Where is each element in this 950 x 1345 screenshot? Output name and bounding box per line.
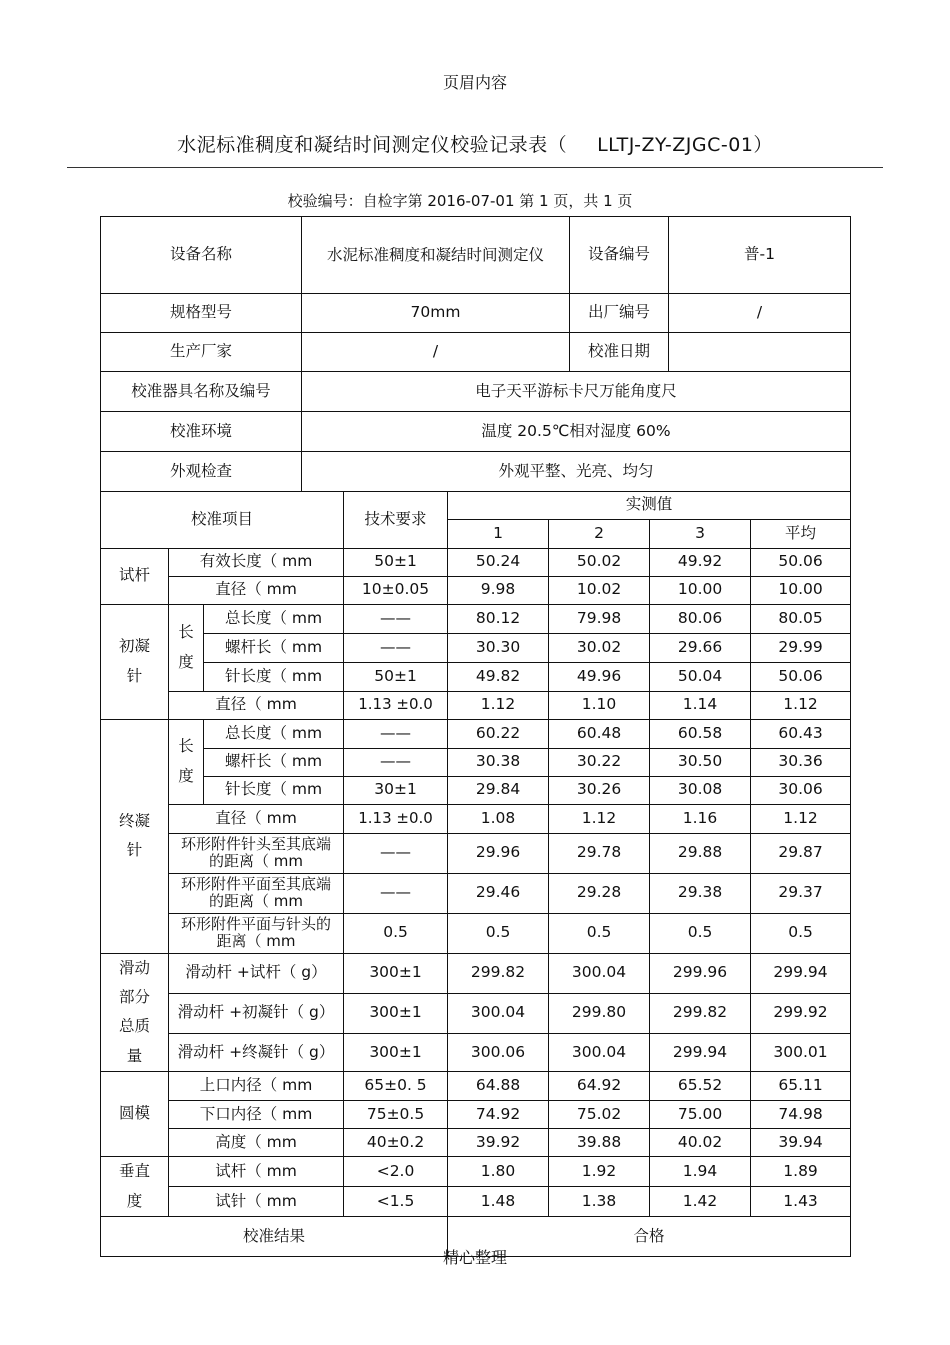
row-v3: 80.06 (650, 604, 751, 633)
row-avg: 39.94 (751, 1129, 851, 1157)
row-v2: 29.78 (549, 833, 650, 873)
row-req: —— (344, 748, 448, 776)
row-v2: 30.26 (549, 776, 650, 804)
row-v3: 299.96 (650, 953, 751, 993)
row-v3: 50.04 (650, 662, 751, 691)
row-req: 300±1 (344, 993, 448, 1033)
row-item: 直径（ mm (169, 691, 344, 719)
row-req: <2.0 (344, 1157, 448, 1187)
row-req: <1.5 (344, 1187, 448, 1217)
title-divider (67, 167, 883, 168)
title-main: 水泥标准稠度和凝结时间测定仪校验记录表（ (177, 134, 568, 156)
measurement-table (100, 492, 851, 1257)
row-avg: 1.12 (751, 804, 851, 833)
row-v2: 300.04 (549, 1033, 650, 1072)
row-v2: 300.04 (549, 953, 650, 993)
env-label: 校准环境 (101, 412, 302, 452)
row-v1: 299.82 (448, 953, 549, 993)
row-avg: 299.94 (751, 953, 851, 993)
row-req: 65±0. 5 (344, 1072, 448, 1101)
row-req: 10±0.05 (344, 576, 448, 604)
row-v3: 75.00 (650, 1101, 751, 1129)
device-name-label: 设备名称 (101, 217, 302, 294)
calib-date-label: 校准日期 (570, 333, 669, 372)
row-v3: 299.94 (650, 1033, 751, 1072)
group-ring-mold: 圆模 (101, 1072, 169, 1157)
row-req: 75±0.5 (344, 1101, 448, 1129)
row-req: —— (344, 833, 448, 873)
row-v2: 1.10 (549, 691, 650, 719)
row-req: —— (344, 719, 448, 748)
appearance-value: 外观平整、光亮、均匀 (302, 452, 851, 492)
row-v2: 29.28 (549, 873, 650, 913)
env-value: 温度 20.5℃相对湿度 60% (302, 412, 851, 452)
row-item: 有效长度（ mm (169, 548, 344, 576)
row-v1: 49.82 (448, 662, 549, 691)
group-sliding: 滑动部分总质量 (101, 953, 169, 1072)
row-item: 滑动杆 +终凝针（ g） (169, 1033, 344, 1072)
manufacturer-label: 生产厂家 (101, 333, 302, 372)
row-v2: 1.92 (549, 1157, 650, 1187)
row-v2: 30.02 (549, 633, 650, 662)
row-req: 50±1 (344, 548, 448, 576)
row-v1: 50.24 (448, 548, 549, 576)
row-v2: 75.02 (549, 1101, 650, 1129)
row-avg: 74.98 (751, 1101, 851, 1129)
row-item: 针长度（ mm (204, 776, 344, 804)
device-name-value: 水泥标准稠度和凝结时间测定仪 (302, 217, 570, 294)
row-avg: 29.87 (751, 833, 851, 873)
row-avg: 80.05 (751, 604, 851, 633)
instrument-value: 电子天平游标卡尺万能角度尺 (302, 372, 851, 412)
row-item: 下口内径（ mm (169, 1101, 344, 1129)
row-avg: 50.06 (751, 662, 851, 691)
row-item: 直径（ mm (169, 576, 344, 604)
row-item: 滑动杆 +初凝针（ g） (169, 993, 344, 1033)
group-length: 长度 (169, 604, 204, 691)
group-vertical: 垂直度 (101, 1157, 169, 1217)
row-v2: 30.22 (549, 748, 650, 776)
row-avg: 300.01 (751, 1033, 851, 1072)
row-v3: 10.00 (650, 576, 751, 604)
row-v1: 9.98 (448, 576, 549, 604)
row-avg: 1.89 (751, 1157, 851, 1187)
spec-label: 规格型号 (101, 294, 302, 333)
row-v3: 65.52 (650, 1072, 751, 1101)
title-code: LLTJ-ZY-ZJGC-01） (597, 134, 773, 156)
group-trial-rod: 试杆 (101, 548, 169, 604)
row-item: 试杆（ mm (169, 1157, 344, 1187)
group-initial-needle: 初凝针 (101, 604, 169, 719)
row-v3: 1.94 (650, 1157, 751, 1187)
row-item: 针长度（ mm (204, 662, 344, 691)
row-v3: 29.66 (650, 633, 751, 662)
instrument-label: 校准器具名称及编号 (101, 372, 302, 412)
col-2-header: 2 (549, 519, 650, 548)
col-3-header: 3 (650, 519, 751, 548)
manufacturer-value: / (302, 333, 570, 372)
info-table (100, 216, 851, 492)
row-req: 300±1 (344, 953, 448, 993)
row-avg: 0.5 (751, 913, 851, 953)
result-value: 合格 (448, 1217, 851, 1257)
row-req: 1.13 ±0.0 (344, 804, 448, 833)
row-avg: 65.11 (751, 1072, 851, 1101)
row-item: 总长度（ mm (204, 719, 344, 748)
row-avg: 30.06 (751, 776, 851, 804)
row-v2: 49.96 (549, 662, 650, 691)
row-req: 50±1 (344, 662, 448, 691)
factory-no-value: / (669, 294, 851, 333)
row-v3: 0.5 (650, 913, 751, 953)
row-req: 1.13 ±0.0 (344, 691, 448, 719)
row-v1: 1.08 (448, 804, 549, 833)
row-v3: 1.16 (650, 804, 751, 833)
row-item: 环形附件针头至其底端的距离（ mm (169, 833, 344, 873)
row-v1: 1.80 (448, 1157, 549, 1187)
row-req: —— (344, 604, 448, 633)
group-final-needle: 终凝针 (101, 719, 169, 953)
row-item: 环形附件平面与针头的距离（ mm (169, 913, 344, 953)
device-no-value: 普-1 (669, 217, 851, 294)
row-v3: 40.02 (650, 1129, 751, 1157)
row-avg: 29.99 (751, 633, 851, 662)
row-v3: 1.42 (650, 1187, 751, 1217)
result-label: 校准结果 (101, 1217, 448, 1257)
row-req: —— (344, 873, 448, 913)
row-v1: 64.88 (448, 1072, 549, 1101)
row-v2: 50.02 (549, 548, 650, 576)
row-v2: 10.02 (549, 576, 650, 604)
row-v1: 300.06 (448, 1033, 549, 1072)
row-v1: 39.92 (448, 1129, 549, 1157)
row-v3: 30.08 (650, 776, 751, 804)
page-header: 页眉内容 (442, 73, 507, 92)
row-v1: 74.92 (448, 1101, 549, 1129)
row-v1: 1.12 (448, 691, 549, 719)
row-v3: 29.38 (650, 873, 751, 913)
row-v3: 30.50 (650, 748, 751, 776)
row-v3: 49.92 (650, 548, 751, 576)
row-v2: 39.88 (549, 1129, 650, 1157)
row-v2: 79.98 (549, 604, 650, 633)
row-avg: 29.37 (751, 873, 851, 913)
row-item: 滑动杆 +试杆（ g） (169, 953, 344, 993)
row-v1: 80.12 (448, 604, 549, 633)
row-item: 试针（ mm (169, 1187, 344, 1217)
row-v2: 1.38 (549, 1187, 650, 1217)
row-req: 40±0.2 (344, 1129, 448, 1157)
row-v1: 29.46 (448, 873, 549, 913)
row-item: 高度（ mm (169, 1129, 344, 1157)
row-v3: 299.82 (650, 993, 751, 1033)
row-avg: 299.92 (751, 993, 851, 1033)
row-req: 300±1 (344, 1033, 448, 1072)
spec-value: 70mm (302, 294, 570, 333)
device-no-label: 设备编号 (570, 217, 669, 294)
row-item: 总长度（ mm (204, 604, 344, 633)
col-req-header: 技术要求 (344, 492, 448, 548)
row-item: 环形附件平面至其底端的距离（ mm (169, 873, 344, 913)
row-v2: 299.80 (549, 993, 650, 1033)
row-v1: 30.38 (448, 748, 549, 776)
row-v3: 1.14 (650, 691, 751, 719)
row-item: 螺杆长（ mm (204, 633, 344, 662)
row-v2: 60.48 (549, 719, 650, 748)
row-v1: 30.30 (448, 633, 549, 662)
row-v2: 1.12 (549, 804, 650, 833)
row-v1: 0.5 (448, 913, 549, 953)
row-req: —— (344, 633, 448, 662)
record-number-line: 校验编号：自检字第 2016-07-01 第 1 页，共 1 页 (287, 192, 633, 210)
col-item-header: 校准项目 (101, 492, 344, 548)
row-avg: 10.00 (751, 576, 851, 604)
col-1-header: 1 (448, 519, 549, 548)
row-v1: 300.04 (448, 993, 549, 1033)
col-avg-header: 平均 (751, 519, 851, 548)
row-avg: 50.06 (751, 548, 851, 576)
factory-no-label: 出厂编号 (570, 294, 669, 333)
document-title (0, 130, 950, 157)
row-item: 上口内径（ mm (169, 1072, 344, 1101)
row-req: 30±1 (344, 776, 448, 804)
appearance-label: 外观检查 (101, 452, 302, 492)
row-v3: 60.58 (650, 719, 751, 748)
group-length: 长度 (169, 719, 204, 804)
row-v3: 29.88 (650, 833, 751, 873)
row-req: 0.5 (344, 913, 448, 953)
row-avg: 1.43 (751, 1187, 851, 1217)
row-item: 螺杆长（ mm (204, 748, 344, 776)
row-avg: 1.12 (751, 691, 851, 719)
col-measured-header: 实测值 (448, 492, 851, 519)
row-v2: 0.5 (549, 913, 650, 953)
calib-date-value (669, 333, 851, 372)
row-v1: 29.96 (448, 833, 549, 873)
row-avg: 60.43 (751, 719, 851, 748)
page-footer: 精心整理 (442, 1248, 507, 1267)
row-avg: 30.36 (751, 748, 851, 776)
row-item: 直径（ mm (169, 804, 344, 833)
row-v2: 64.92 (549, 1072, 650, 1101)
row-v1: 1.48 (448, 1187, 549, 1217)
row-v1: 29.84 (448, 776, 549, 804)
row-v1: 60.22 (448, 719, 549, 748)
